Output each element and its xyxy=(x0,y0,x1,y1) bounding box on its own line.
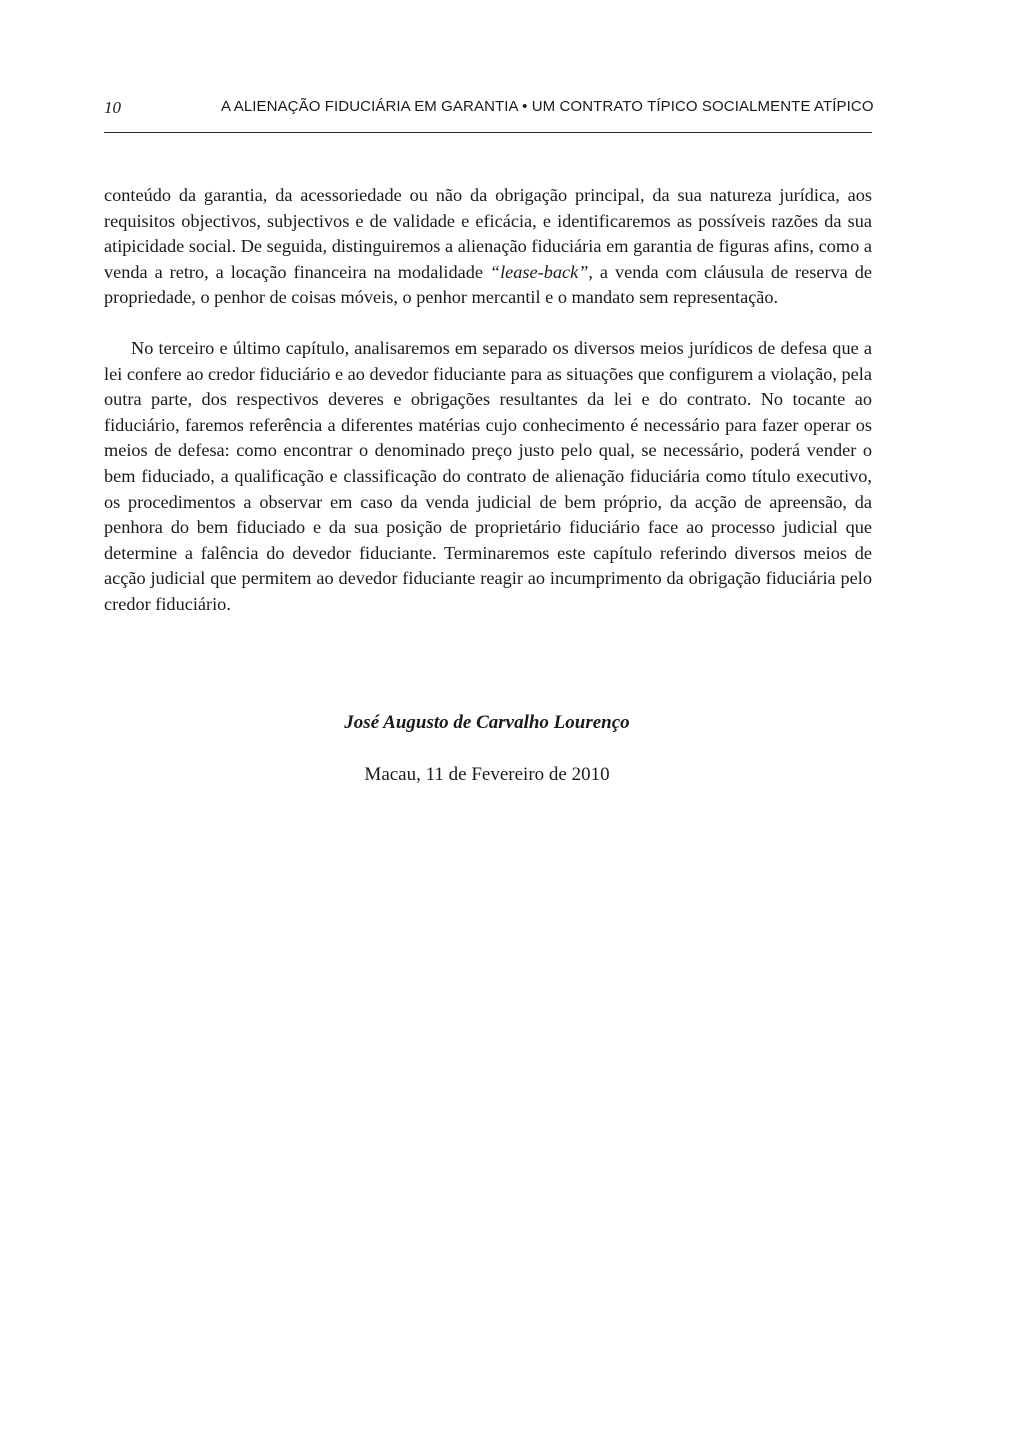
running-title: A ALIENAÇÃO FIDUCIÁRIA EM GARANTIA • UM CONTRATO TÍPICO SOCIALMENTE ATÍPICO xyxy=(221,98,874,115)
paragraph-2: No terceiro e último capítulo, analisaremos em separado os diversos meios jurídicos de defesa que a lei confere ao credor fiduciário e ao devedor fiduciante para as situações que configurem a violação, pela outra parte, dos respectivos deveres e obrigações resultantes da lei e do contrato. No tocante ao fiduciário, faremos referência a diferentes matérias cujo conhecimento é necessário para fazer operar os meios de defesa: como encontrar o denominado preço justo pelo qual, se necessário, poderá vender o bem fiduciado, a qualificação e classificação do contrato de alienação fiduciária como título executivo, os procedimentos a observar em caso da venda judicial de bem próprio, da acção de apreensão, da penhora do bem fiduciado e da sua posição de proprietário fiduciário face ao processo judicial que determine a falência do devedor fiduciante. Terminaremos este capítulo referindo diversos meios de acção judicial que permitem ao devedor fiduciante reagir ao incumprimento da obrigação fiduciária pelo credor fiduciário. xyxy=(104,337,872,614)
emphasis-lease-back: “lease-back” xyxy=(489,261,589,282)
running-header xyxy=(104,94,872,133)
author-signature: José Augusto de Carvalho Lourenço xyxy=(344,712,630,733)
paragraph-1-text-a: conteúdo da garantia, da acessoriedade ou não da obrigação principal, da sua natureza jurídica, aos requisitos objectivos, subjectivos e de validade e eficácia, e identificaremos as possíveis razões da sua atipicidade social. De seguida, distinguiremos a alienação fiduciária em garantia de figuras afins, como a venda a retro, a locação financeira na modalidade xyxy=(104,185,872,282)
page-number: 10 xyxy=(104,98,121,117)
body-text xyxy=(104,183,872,618)
paragraph-1 xyxy=(104,183,872,311)
dateline: Macau, 11 de Fevereiro de 2010 xyxy=(364,764,610,785)
paragraph-1-text-b: , a venda com cláusula de reserva de propriedade, o penhor de coisas móveis, o penhor mercantil e o mandato sem representação. xyxy=(104,261,872,308)
